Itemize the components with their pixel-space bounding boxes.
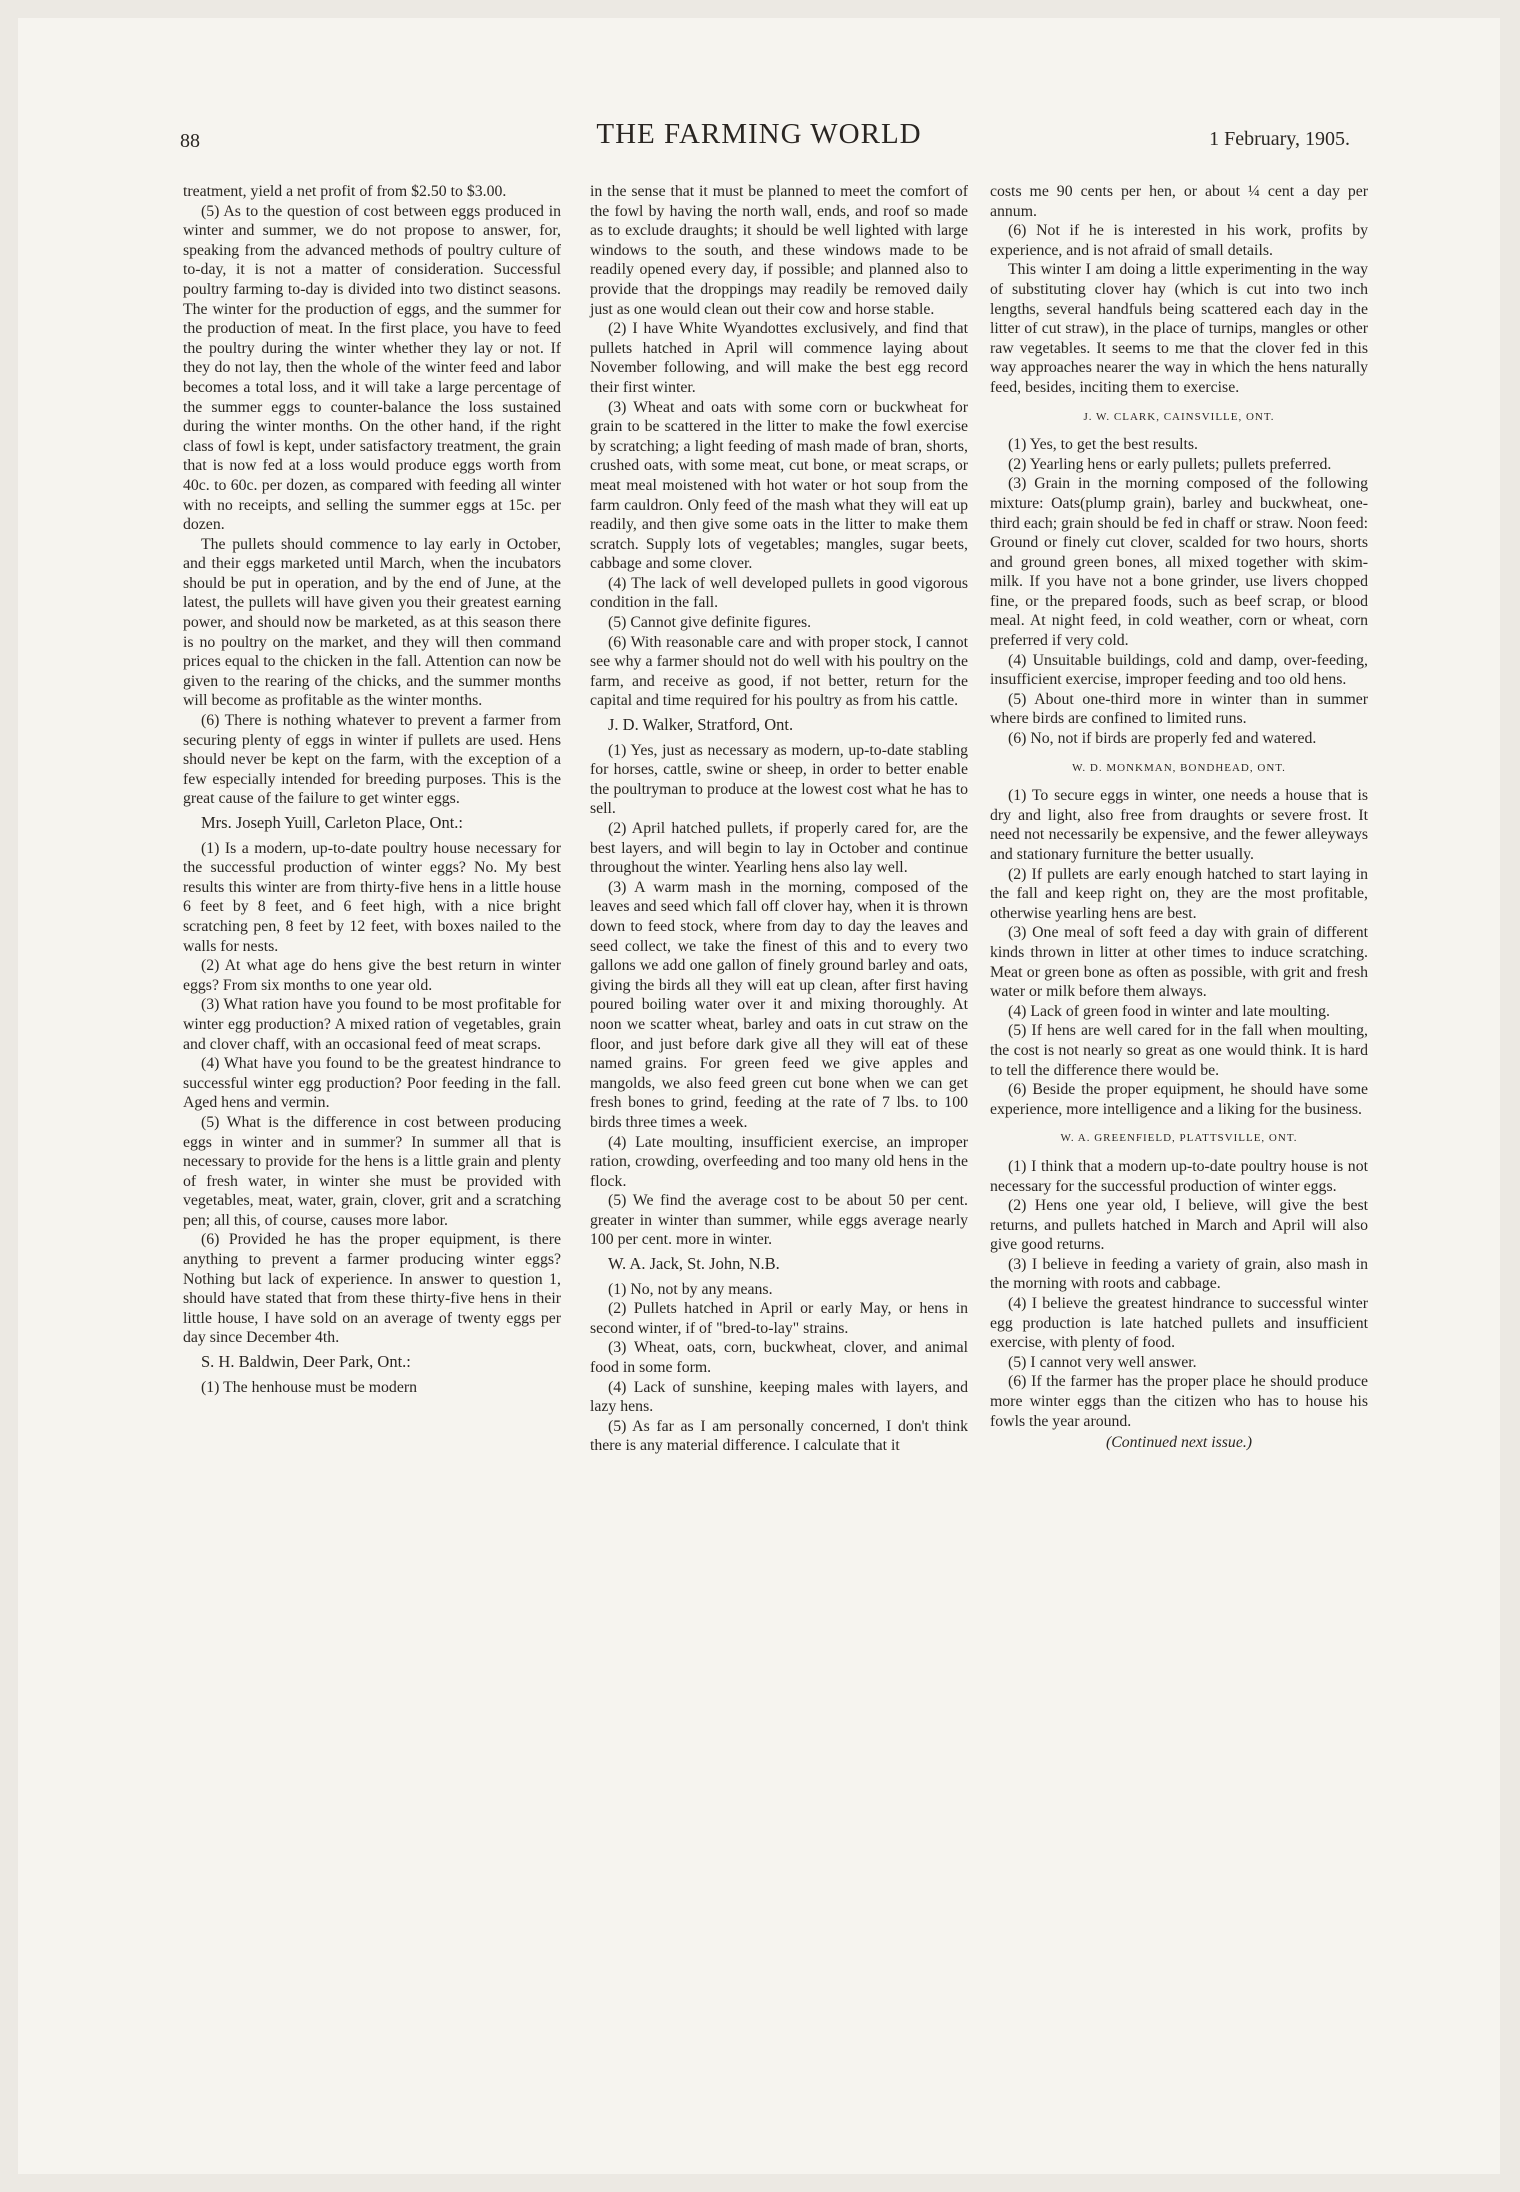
paragraph: (6) If the farmer has the proper place he should produce more winter eggs than the citizen who has to house his fowls the year around. [990, 1373, 1368, 1430]
paragraph: (1) I think that a modern up-to-date poultry house is not necessary for the successful production of winter eggs. [990, 1157, 1368, 1195]
correspondent-name: W. A. Jack, St. John, N.B. [608, 1254, 780, 1274]
page-number: 88 [180, 130, 200, 152]
paragraph: (4) The lack of well developed pullets in good vigorous condition in the fall. [590, 574, 968, 612]
correspondent-heading: J. W. CLARK, CAINSVILLE, ONT. [1083, 410, 1275, 423]
paragraph: (3) Grain in the morning composed of the following mixture: Oats(plump grain), barley and buckwheat, one-third each; grain should be fed in chaff or straw. Noon feed: Ground or finely cut clover, scalded for two hours, shorts and ground green bones, all mixed together with skim-milk. If you have not a bone grinder, use livers chopped fine, or the prepared foods, such as beef scrap, or blood meal. At night feed, in cold weather, corn or wheat, corn preferred if very cold. [990, 475, 1368, 650]
paragraph: (3) A warm mash in the morning, composed of the leaves and seed which fall off clover hay, when it is thrown down to feed stock, where from day to day the leaves and seed collect, we take the finest of this and to every two gallons we add one gallon of finely ground barley and oats, giving the birds all they will eat up clean, after first having poured boiling water over it and mixing thoroughly. At noon we scatter wheat, barley and oats in cut straw on the floor, and just before dark give all they will eat of these named grains. For green feed we give apples and mangolds, we also feed green cut bone when we can get fresh bones to grind, feeding at the rate of 7 lbs. to 100 birds three times a week. [590, 878, 968, 1131]
paragraph: (5) About one-third more in winter than in summer where birds are confined to limited runs. [990, 690, 1368, 728]
paragraph: The pullets should commence to lay early in October, and their eggs marketed until March, when the incubators should be put in operation, and by the end of June, at the latest, the pullets will have given you their greatest earning power, and should now be marketed, as at this season there is no poultry on the market, and they will then command prices equal to the chicken in the fall. Attention can now be given to the rearing of the chicks, and the summer months will become as profitable as the winter months. [183, 535, 561, 710]
paragraph: (3) What ration have you found to be most profitable for winter egg production? A mixed ration of vegetables, grain and clover chaff, with an occasional feed of meat scraps. [183, 996, 561, 1053]
paragraph: (5) As to the question of cost between eggs produced in winter and summer, we do not propose to answer, for, speaking from the advanced methods of poultry culture of to-day, it is not a matter of consideration. Successful poultry farming to-day is divided into two distinct seasons. The winter for the production of eggs, and the summer for the production of meat. In the first place, you have to feed the poultry during the winter whether they lay or not. If they do not lay, then the whole of the winter feed and labor becomes a total loss, and it will take a large percentage of the summer eggs to counter-balance the loss sustained during the winter months. On the other hand, if the right class of fowl is kept, under satisfactory treatment, the grain that is now fed at a loss would produce eggs worth from 40c. to 60c. per dozen, as compared with feeding all winter with no receipts, and selling the summer eggs at 15c. per dozen. [183, 202, 561, 534]
paragraph: (2) I have White Wyandottes exclusively, and find that pullets hatched in April will commence laying about November following, and will make the best egg record their first winter. [590, 320, 968, 396]
paragraph: (4) Lack of sunshine, keeping males with layers, and lazy hens. [590, 1378, 968, 1416]
publication-title: THE FARMING WORLD [596, 118, 922, 150]
article-column-1 [183, 182, 561, 1397]
paragraph: (4) I believe the greatest hindrance to successful winter egg production is late hatched pullets and insufficient exercise, with plenty of food. [990, 1295, 1368, 1352]
paragraph: (6) No, not if birds are properly fed and watered. [1008, 730, 1317, 748]
paragraph: (4) Unsuitable buildings, cold and damp, over-feeding, insufficient exercise, improper feeding and too old hens. [990, 651, 1368, 689]
paragraph: (3) I believe in feeding a variety of grain, also mash in the morning with roots and cabbage. [990, 1255, 1368, 1293]
paragraph: (3) One meal of soft feed a day with grain of different kinds thrown in litter at other times to induce scratching. Meat or green bone as often as possible, with grit and fresh water or milk before them always. [990, 924, 1368, 1001]
paragraph: (5) What is the difference in cost between producing eggs in winter and in summer? In summer all that is necessary to provide for the hens is a little grain and plenty of fresh water, in winter she must be provided with vegetables, meat, water, grain, clover, grit and a scratching pen; all this, of course, causes more labor. [183, 1113, 561, 1229]
paragraph: This winter I am doing a little experimenting in the way of substituting clover hay (which is cut into two inch lengths, several handfuls being scattered each day in the litter of cut straw), in the place of turnips, mangles or other raw vegetables. It seems to me that the clover fed in this way approaches nearer the way in which the hens naturally feed, besides, inciting them to exercise. [990, 261, 1368, 396]
paragraph: (1) Yes, to get the best results. [1008, 436, 1198, 454]
correspondent-heading: W. D. MONKMAN, BONDHEAD, ONT. [1072, 761, 1286, 774]
paragraph: (3) Wheat and oats with some corn or buckwheat for grain to be scattered in the litter to make the fowl exercise by scratching; a light feeding of mash made of bran, shorts, crushed oats, with some meat, cut bone, or meat scraps, or meat meal moistened with hot water or hot soup from the farm cauldron. Only feed of the mash what they will eat up readily, and then give some oats in the litter to make them scratch. Supply lots of vegetables; mangles, sugar beets, cabbage and some clover. [590, 398, 968, 573]
paragraph: (2) Yearling hens or early pullets; pullets preferred. [1008, 455, 1332, 473]
correspondent-name: Mrs. Joseph Yuill, Carleton Place, Ont.: [201, 813, 463, 832]
paragraph: (4) What have you found to be the greatest hindrance to successful winter egg production? Poor feeding in the fall. Aged hens and vermin. [183, 1055, 561, 1112]
paragraph: (4) Late moulting, insufficient exercise, an improper ration, crowding, overfeeding and too many old hens in the flock. [590, 1133, 968, 1190]
paragraph: (6) Provided he has the proper equipment, is there anything to prevent a farmer producing winter eggs? Nothing but lack of experience. In answer to question 1, should have stated that from these thirty-five hens in their little house, I have sold on an average of twenty eggs per day since December 4th. [183, 1231, 561, 1347]
paragraph: (6) There is nothing whatever to prevent a farmer from securing plenty of eggs in winter if pullets are used. Hens should never be kept on the farm, with the exception of a few especially intended for breeding purposes. This is the great cause of the failure to get winter eggs. [183, 712, 561, 808]
paragraph: (5) I cannot very well answer. [1008, 1353, 1197, 1371]
paragraph: (6) Beside the proper equipment, he should have some experience, more intelligence and a liking for the business. [990, 1081, 1368, 1118]
paragraph: (2) Hens one year old, I believe, will give the best returns, and pullets hatched in March and April will also give good returns. [990, 1197, 1368, 1254]
correspondent-name: J. D. Walker, Stratford, Ont. [608, 715, 794, 735]
article-column-3 [990, 182, 1368, 1453]
paragraph: costs me 90 cents per hen, or about ¼ cent a day per annum. [990, 183, 1368, 220]
paragraph: (2) April hatched pullets, if properly cared for, are the best layers, and will begin to lay in October and continue throughout the winter. Yearling hens also lay well. [590, 820, 968, 877]
paragraph: (5) Cannot give definite figures. [608, 614, 812, 632]
paragraph: (1) Yes, just as necessary as modern, up-to-date stabling for horses, cattle, swine or sheep, in order to better enable the poultryman to produce at the lowest cost what he has to sell. [590, 741, 968, 818]
paragraph: (2) At what age do hens give the best return in winter eggs? From six months to one year old. [183, 957, 561, 994]
paragraph: (2) If pullets are early enough hatched to start laying in the fall and keep right on, they are the most profitable, otherwise yearling hens are best. [990, 865, 1368, 922]
paragraph: (3) Wheat, oats, corn, buckwheat, clover, and animal food in some form. [590, 1339, 968, 1377]
paragraph: (5) If hens are well cared for in the fall when moulting, the cost is not nearly so great as one would think. It is hard to tell the difference there would be. [990, 1022, 1368, 1079]
correspondent-name: S. H. Baldwin, Deer Park, Ont.: [201, 1352, 411, 1372]
paragraph: in the sense that it must be planned to meet the comfort of the fowl by having the north wall, ends, and roof so made as to exclude draughts; it should be well lighted with large windows to the south, and these windows made to be readily opened every day, if possible; and planned also to provide that the droppings may readily be removed daily just as one would clean out their cow and horse stable. [590, 183, 968, 318]
page-header [18, 118, 1500, 158]
paragraph: (1) The henhouse must be modern [201, 1378, 417, 1396]
article-column-2 [590, 182, 968, 1456]
paragraph: (6) Not if he is interested in his work, profits by experience, and is not afraid of small details. [990, 222, 1368, 259]
paragraph: treatment, yield a net profit of from $2.50 to $3.00. [183, 183, 507, 200]
paragraph: (1) To secure eggs in winter, one needs a house that is dry and light, also free from draughts or severe frost. It need not necessarily be expensive, and the fewer alleyways and stationary furniture the better usually. [990, 787, 1368, 863]
continued-note: (Continued next issue.) [1105, 1434, 1253, 1452]
newspaper-page [18, 18, 1500, 2174]
paragraph: (5) As far as I am personally concerned, I don't think there is any material difference. I calculate that it [590, 1417, 968, 1455]
correspondent-heading: W. A. GREENFIELD, PLATTSVILLE, ONT. [1060, 1132, 1298, 1145]
paragraph: (6) With reasonable care and with proper stock, I cannot see why a farmer should not do well with his poultry on the farm, and receive as good, if not better, return for the capital and time required for his poultry as from his cattle. [590, 633, 968, 710]
paragraph: (5) We find the average cost to be about 50 per cent. greater in winter than summer, while eggs average nearly 100 per cent. more in winter. [590, 1192, 968, 1249]
paragraph: (1) Is a modern, up-to-date poultry house necessary for the successful production of winter eggs? No. My best results this winter are from thirty-five hens in a little house 6 feet by 8 feet, and 6 feet high, with a nice bright scratching pen, 8 feet by 12 feet, with boxes nailed to the walls for nests. [183, 839, 561, 955]
paragraph: (1) No, not by any means. [608, 1280, 773, 1298]
paragraph: (2) Pullets hatched in April or early May, or hens in second winter, if of "bred-to-lay" strains. [590, 1300, 968, 1337]
issue-date: 1 February, 1905. [1209, 128, 1350, 150]
paragraph: (4) Lack of green food in winter and late moulting. [1008, 1002, 1330, 1020]
